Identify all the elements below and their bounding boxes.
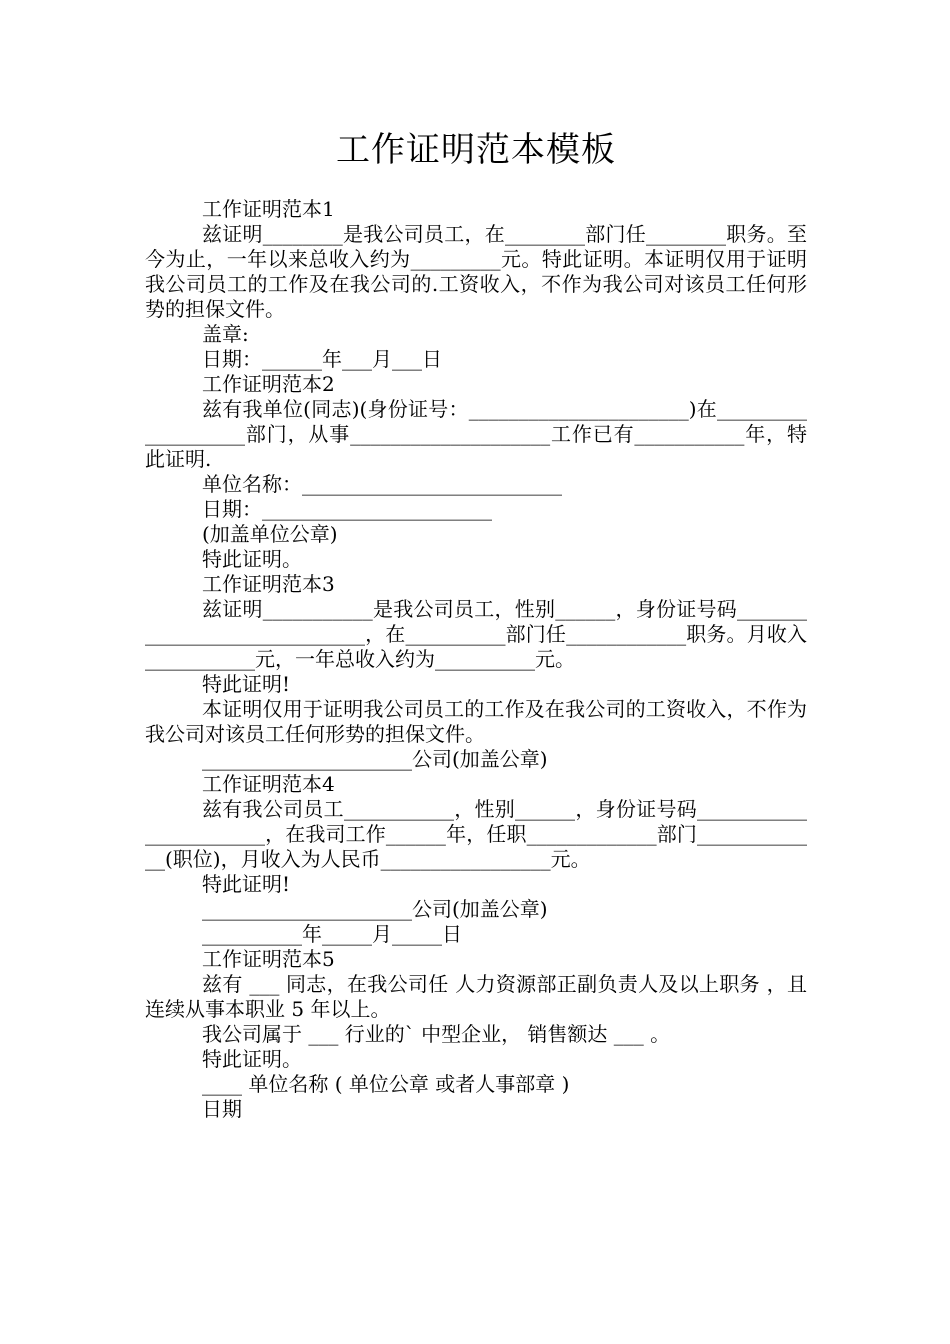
certification-line: 特此证明! (202, 872, 291, 896)
date-line: __________年_____月_____日 (202, 922, 462, 946)
unit-name-line: 单位名称：__________________________ (202, 472, 562, 496)
document-body (145, 197, 807, 1122)
paragraph: 本证明仅用于证明我公司员工的工作及在我公司的工资收入，不作为我公司对该员工任何形势的担保文件。 (145, 697, 807, 746)
section-heading-1: 工作证明范本1 (202, 197, 335, 221)
certification-line: 特此证明! (202, 672, 291, 696)
paragraph: 我公司属于 ___ 行业的` 中型企业， 销售额达 ___ 。 (202, 1022, 671, 1046)
paragraph: 兹有 ___ 同志，在我公司任 人力资源部正副负责人及以上职务 ，且连续从事本职业 5 年以上。 (145, 972, 807, 1021)
paragraph: 兹有我公司员工___________，性别______，身份证号码_______________________，在我司工作______年，任职_____________部门_____________(职位)，月收入为人民币_________________元。 (145, 797, 807, 871)
company-stamp-line: _____________________公司(加盖公章) (202, 747, 548, 771)
stamp-line: (加盖单位公章) (202, 522, 338, 546)
paragraph: 兹有我单位(同志)(身份证号：______________________)在___________________部门，从事____________________工作已有___________年，特此证明. (145, 397, 807, 471)
section-heading-5: 工作证明范本5 (202, 947, 335, 971)
company-stamp-line: _____________________公司(加盖公章) (202, 897, 548, 921)
date-line: 日期 (202, 1097, 242, 1121)
unit-name-line: ____ 单位名称 ( 单位公章 或者人事部章 ) (202, 1072, 570, 1096)
section-heading-2: 工作证明范本2 (202, 372, 335, 396)
certification-line: 特此证明。 (202, 1047, 302, 1071)
section-heading-4: 工作证明范本4 (202, 772, 335, 796)
date-line: 日期：______年___月___日 (202, 347, 442, 371)
certification-line: 特此证明。 (202, 547, 302, 571)
paragraph: 兹证明________是我公司员工，在________部门任________职务。至今为止，一年以来总收入约为_________元。特此证明。本证明仅用于证明我公司员工的工作及在我公司的.工资收入，不作为我公司对该员工任何形势的担保文件。 (145, 222, 807, 321)
stamp-line: 盖章: (202, 322, 249, 346)
document-title: 工作证明范本模板 (336, 130, 616, 170)
date-line: 日期：_______________________ (202, 497, 492, 521)
section-heading-3: 工作证明范本3 (202, 572, 335, 596)
document-page (145, 118, 807, 1122)
paragraph: 兹证明___________是我公司员工，性别______，身份证号码_____________________________，在__________部门任____________职务。月收入___________元，一年总收入约为__________元。 (145, 597, 807, 671)
